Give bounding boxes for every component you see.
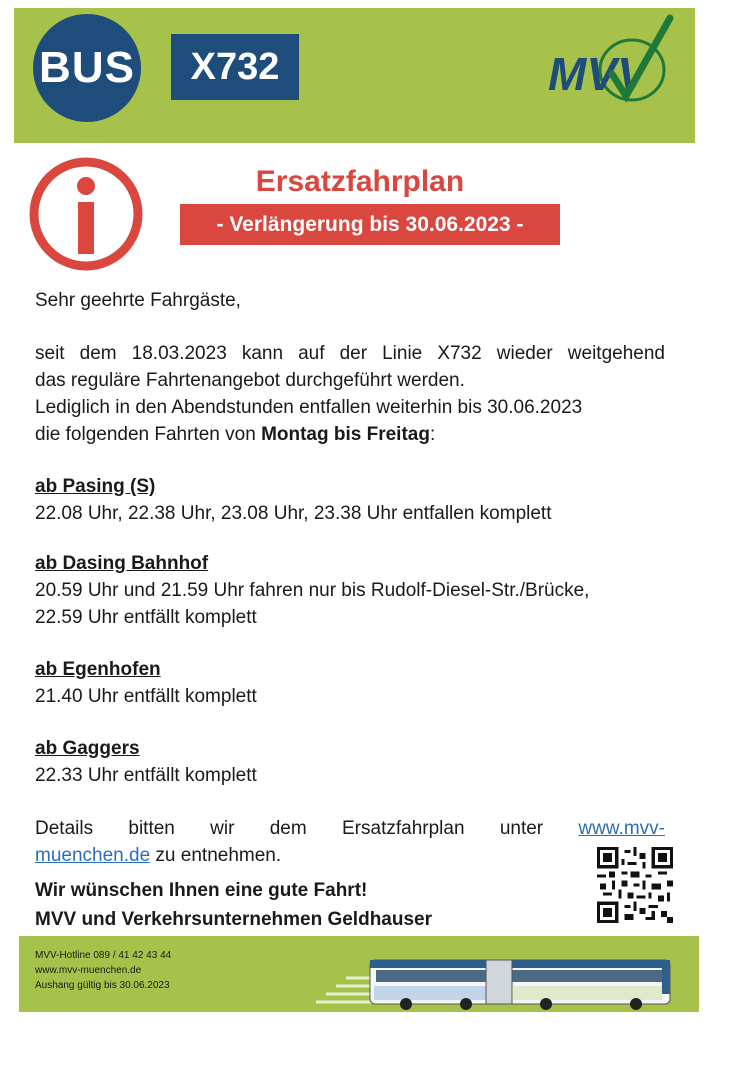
greeting: Sehr geehrte Fahrgäste,	[35, 290, 241, 311]
validity-text: Aushang gültig bis 30.06.2023	[35, 980, 170, 991]
info-icon	[28, 156, 144, 272]
articulated-bus-image	[316, 952, 688, 1010]
intro-text: :	[429, 424, 436, 445]
details-word: Details	[35, 818, 94, 839]
stop-detail: 22.33 Uhr entfällt komplett	[35, 765, 257, 786]
stop-section	[35, 550, 665, 631]
stop-heading: ab Pasing (S)	[35, 476, 156, 497]
qr-code[interactable]	[597, 847, 673, 923]
details-word: unter	[499, 818, 544, 839]
mvv-logo	[546, 12, 674, 104]
stop-detail: 22.59 Uhr entfällt komplett	[35, 607, 257, 628]
details-line-2	[35, 842, 281, 869]
intro-line: das reguläre Fahrtenangebot durchgeführt werden.	[35, 370, 465, 391]
mvv-logo-text: MVV	[548, 48, 648, 100]
stop-detail: 20.59 Uhr und 21.59 Uhr fahren nur bis Rudolf-Diesel-Str./Brücke,	[35, 580, 590, 601]
mvv-website-link[interactable]: www.mvv-	[578, 818, 665, 839]
stop-heading: ab Gaggers	[35, 738, 140, 759]
intro-line	[35, 421, 665, 448]
details-word: Ersatzfahrplan	[342, 818, 465, 839]
notice-title: Ersatzfahrplan	[255, 165, 465, 198]
footer-info	[35, 948, 171, 993]
intro-line: seit dem 18.03.2023 kann auf der Linie X732 wieder weitgehend	[35, 343, 665, 364]
details-word: bitten	[128, 818, 175, 839]
stop-section	[35, 473, 665, 527]
stop-heading: ab Egenhofen	[35, 659, 161, 680]
details-line	[35, 815, 665, 842]
intro-text: die folgenden Fahrten von	[35, 424, 262, 445]
hotline-text: MVV-Hotline 089 / 41 42 43 44	[35, 950, 172, 961]
stop-section	[35, 735, 665, 789]
stop-detail: 22.08 Uhr, 22.38 Uhr, 23.08 Uhr, 23.38 Uhr entfallen komplett	[35, 503, 552, 524]
stop-detail: 21.40 Uhr entfällt komplett	[35, 686, 257, 707]
weekday-emphasis: Montag bis Freitag	[261, 424, 430, 445]
stop-heading: ab Dasing Bahnhof	[35, 553, 209, 574]
mvv-website-link-continued[interactable]: muenchen.de	[35, 845, 151, 866]
intro-line: Lediglich in den Abendstunden entfallen weiterhin bis 30.06.2023	[35, 397, 583, 418]
details-word: dem	[269, 818, 307, 839]
notice-subtitle: - Verlängerung bis 30.06.2023 -	[180, 204, 560, 245]
details-text: zu entnehmen.	[150, 845, 282, 866]
intro-paragraph	[35, 340, 665, 448]
stop-section	[35, 656, 665, 710]
line-number-badge: X732	[171, 34, 299, 100]
closing-message	[35, 876, 595, 934]
details-word: wir	[210, 818, 235, 839]
closing-line: Wir wünschen Ihnen eine gute Fahrt!	[35, 880, 368, 901]
website-text: www.mvv-muenchen.de	[35, 965, 142, 976]
closing-line: MVV und Verkehrsunternehmen Geldhauser	[35, 909, 432, 930]
bus-badge: BUS	[33, 14, 141, 122]
